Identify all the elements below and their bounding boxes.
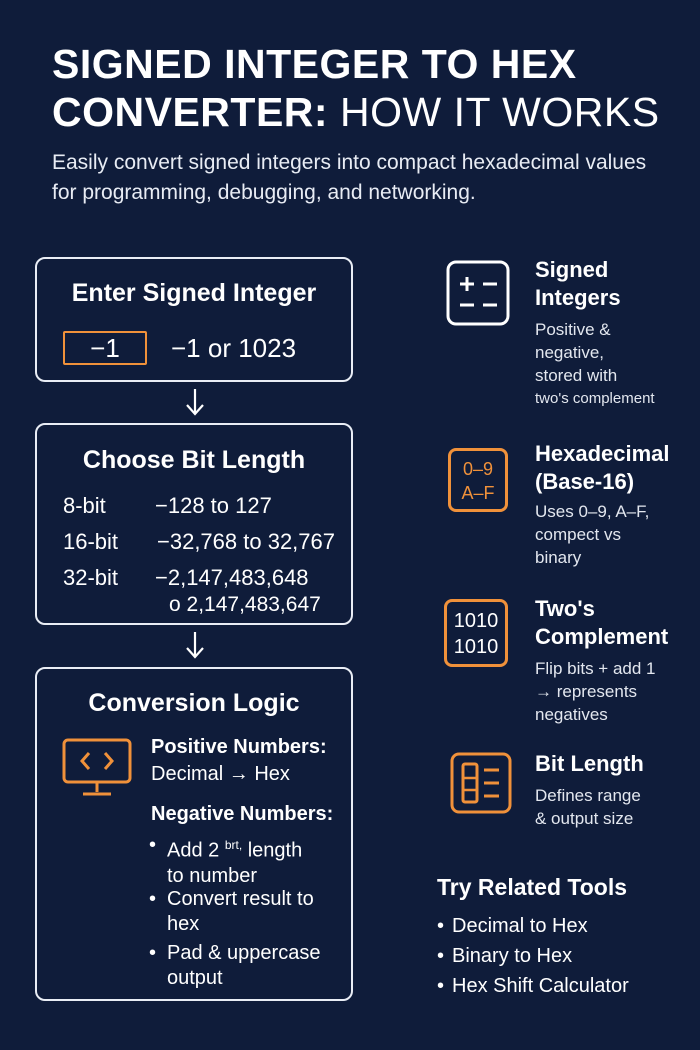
- related-link-label[interactable]: Hex Shift Calculator: [452, 975, 629, 997]
- integer-example: −1 or 1023: [171, 333, 297, 363]
- feature-3-desc-line: Flip bits + add 1: [535, 659, 656, 678]
- feature-1-title: Signed Integers: [535, 257, 621, 310]
- down-arrow-icon: [184, 387, 206, 417]
- bit-label-16: 16-bit: [63, 529, 119, 554]
- step-3-title: Conversion Logic: [88, 689, 300, 717]
- feature-4-desc-line: Defines range: [535, 786, 641, 805]
- bullet-1-rest: length: [242, 839, 303, 862]
- bit-range-32: −2,147,483,648: [155, 565, 309, 590]
- bullet-2-main: Convert result to: [167, 888, 314, 910]
- step-conversion-logic: [35, 667, 353, 1001]
- feature-2-desc-line: binary: [535, 548, 582, 567]
- related-tools-title: Try Related Tools: [437, 874, 628, 900]
- bit-range-16: −32,768 to 32,767: [157, 529, 335, 554]
- bullet-3-line2: output: [167, 967, 223, 989]
- hex-digits-icon: [448, 448, 508, 512]
- step-2-title: Choose Bit Length: [82, 446, 306, 474]
- feature-4-desc: [535, 784, 685, 830]
- feature-bit-length: [430, 750, 685, 840]
- feature-2-desc: [535, 500, 685, 569]
- feature-3-desc: [535, 657, 685, 726]
- related-link-binary-to-hex[interactable]: • Binary to Hex: [437, 945, 573, 967]
- feature-3-desc-line: → represents: [535, 682, 638, 701]
- related-link-decimal-to-hex[interactable]: • Decimal to Hex: [437, 915, 588, 937]
- binary-icon-line: 1010: [453, 610, 499, 632]
- bit-range-8: −128 to 127: [155, 493, 272, 518]
- bit-label-32: 32-bit: [63, 565, 119, 590]
- title-line-1: SIGNED INTEGER TO HEX: [52, 41, 577, 87]
- subtitle: Easily convert signed integers into compact hexadecimal values for programming, debugging, and networking.: [52, 151, 647, 204]
- step-1-title: Enter Signed Integer: [71, 279, 317, 307]
- bullet-1-main: Add 2: [167, 839, 225, 862]
- negative-heading: Negative Numbers:: [151, 803, 334, 825]
- feature-1-desc-line: negative,: [535, 343, 604, 362]
- bullet-3-main: Pad & uppercase: [167, 942, 321, 964]
- feature-1-desc: [535, 318, 685, 410]
- positive-text: Decimal → Hex: [151, 763, 290, 785]
- feature-1-desc-line: two's complement: [535, 390, 655, 407]
- binary-icon-line: 1010: [453, 636, 499, 658]
- feature-2-title: Hexadecimal (Base-16): [535, 441, 670, 494]
- bit-range-32-cont: ο 2,147,483,647: [169, 593, 321, 616]
- bullet-1-sup: brt,: [224, 838, 243, 852]
- list-item: • Convert result to hex: [149, 887, 349, 937]
- binary-icon: [444, 599, 508, 667]
- feature-hexadecimal: [430, 440, 685, 580]
- title-line-2-bold: CONVERTER:: [52, 89, 329, 135]
- page-title: [52, 40, 672, 136]
- feature-2-desc-line: compect vs: [535, 525, 621, 544]
- list-item: • Pad & uppercase output: [149, 941, 349, 991]
- feature-signed-integers: [430, 256, 685, 416]
- bullet-2-line2: hex: [167, 913, 200, 935]
- related-link-label[interactable]: Binary to Hex: [452, 945, 573, 967]
- down-arrow-icon: [184, 630, 206, 660]
- code-monitor-icon: [61, 737, 133, 799]
- feature-1-desc-line: Positive &: [535, 320, 611, 339]
- step-enter-integer: [35, 257, 353, 382]
- hex-icon-line: 0–9: [462, 459, 494, 479]
- step-choose-bit-length: [35, 423, 353, 625]
- related-link-hex-shift[interactable]: • Hex Shift Calculator: [437, 975, 629, 997]
- feature-2-desc-line: Uses 0–9, A–F,: [535, 502, 650, 521]
- feature-1-desc-line: stored with: [535, 366, 618, 385]
- bullet-1-line2: to number: [167, 864, 258, 887]
- bit-length-icon: [450, 752, 512, 814]
- feature-3-desc-line: negatives: [535, 705, 608, 724]
- feature-4-desc-line: & output size: [535, 809, 634, 828]
- feature-4-title: Bit Length: [535, 751, 644, 776]
- title-line-2: [52, 88, 672, 136]
- plus-minus-icon: [446, 260, 510, 326]
- feature-twos-complement: [430, 595, 685, 735]
- integer-input-demo: −1: [63, 331, 147, 365]
- related-link-label[interactable]: Decimal to Hex: [452, 915, 588, 937]
- list-item: • Add 2 $^{brt,}$ length to number: [149, 833, 349, 889]
- positive-heading: Positive Numbers:: [151, 736, 327, 758]
- feature-3-title: Two's Complement: [535, 596, 669, 649]
- hex-icon-line: A–F: [461, 483, 495, 503]
- bit-label-8: 8-bit: [63, 493, 106, 518]
- title-line-2-thin: HOW IT WORKS: [339, 89, 660, 135]
